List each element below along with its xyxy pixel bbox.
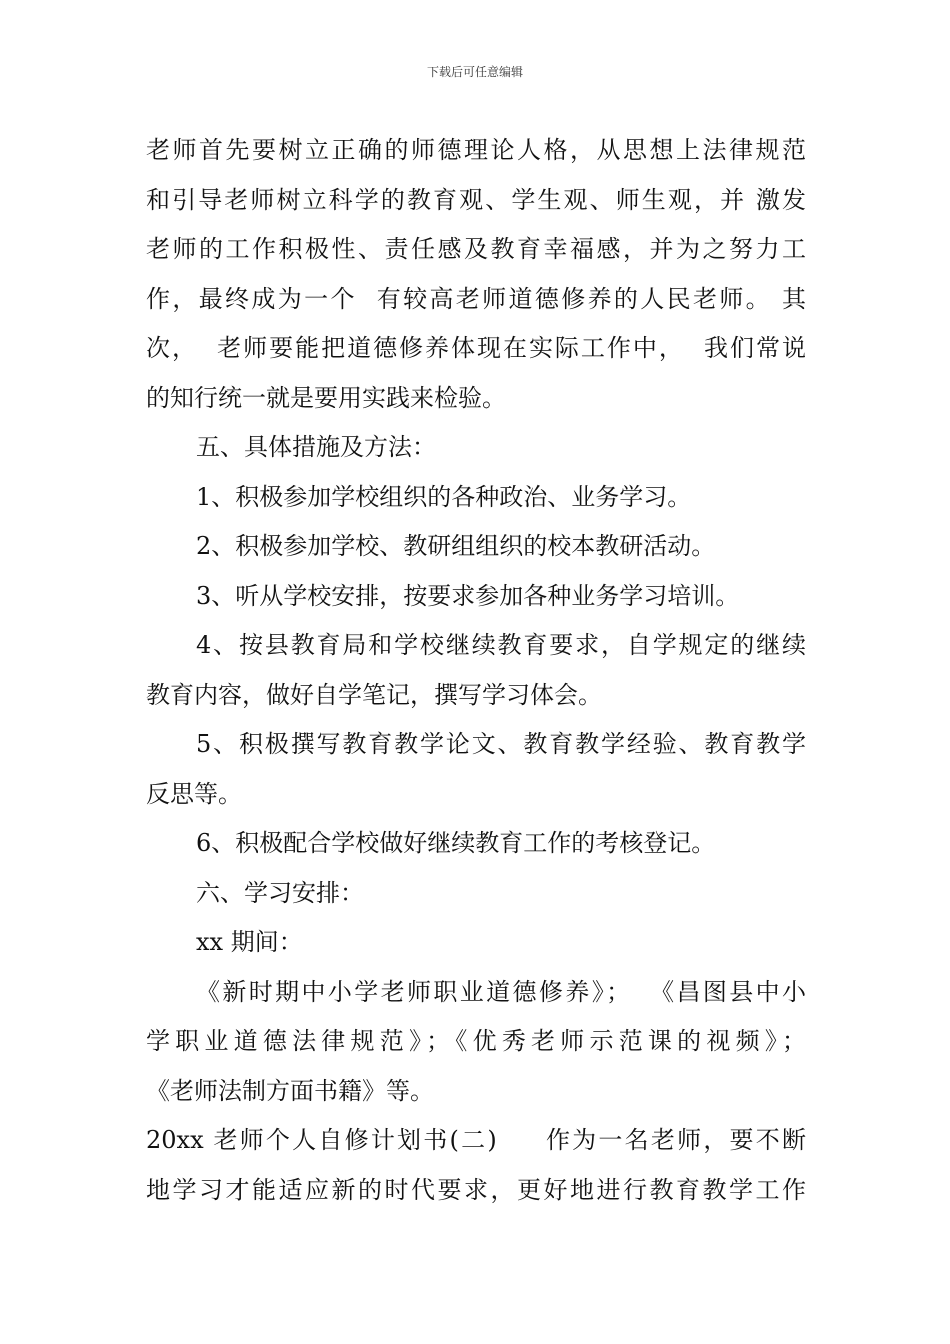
- section-heading: 六、学习安排：: [196, 878, 364, 907]
- paragraph-line: 的知行统一就是要用实践来检验。: [146, 383, 506, 412]
- document-body: [146, 126, 806, 1215]
- book-list-line: 《新时期中小学老师职业道德修养》； 《昌图县中小: [196, 977, 806, 1006]
- paragraph-line: 和引导老师树立科学的教育观、学生观、师生观，并 激发: [146, 185, 806, 214]
- list-item-continuation: 反思等。: [146, 779, 242, 808]
- section-heading: 五、具体措施及方法：: [196, 433, 436, 461]
- list-item: 6、积极配合学校做好继续教育工作的考核登记。: [196, 829, 716, 857]
- book-list-line: 学职业道德法律规范》；《优秀老师示范课的视频》；: [146, 1027, 806, 1055]
- page-header-note: 下载后可任意编辑: [426, 65, 523, 79]
- paragraph-line: 作，最终成为一个 有较高老师道德修养的人民老师。 其: [146, 284, 806, 313]
- period-label: xx 期间：: [196, 928, 303, 956]
- next-document-title-line: 20xx 老师个人自修计划书(二) 作为一名老师，要不断: [146, 1126, 806, 1154]
- paragraph-line: 老师首先要树立正确的师德理论人格，从思想上法律规范: [146, 136, 806, 164]
- list-item-continuation: 教育内容，做好自学笔记，撰写学习体会。: [146, 680, 602, 709]
- list-item: 4、按县教育局和学校继续教育要求，自学规定的继续: [196, 631, 806, 659]
- book-list-line: 《老师法制方面书籍》等。: [146, 1076, 434, 1105]
- list-item: 1、积极参加学校组织的各种政治、业务学习。: [196, 482, 692, 511]
- paragraph-line: 老师的工作积极性、责任感及教育幸福感，并为之努力工: [146, 235, 806, 263]
- list-item: 2、积极参加学校、教研组组织的校本教研活动。: [196, 532, 716, 560]
- paragraph-line: 次， 老师要能把道德修养体现在实际工作中， 我们常说: [146, 334, 806, 362]
- paragraph-line: 地学习才能适应新的时代要求，更好地进行教育教学工作: [146, 1175, 806, 1204]
- list-item: 3、听从学校安排，按要求参加各种业务学习培训。: [196, 581, 740, 610]
- list-item: 5、积极撰写教育教学论文、教育教学经验、教育教学: [196, 730, 806, 758]
